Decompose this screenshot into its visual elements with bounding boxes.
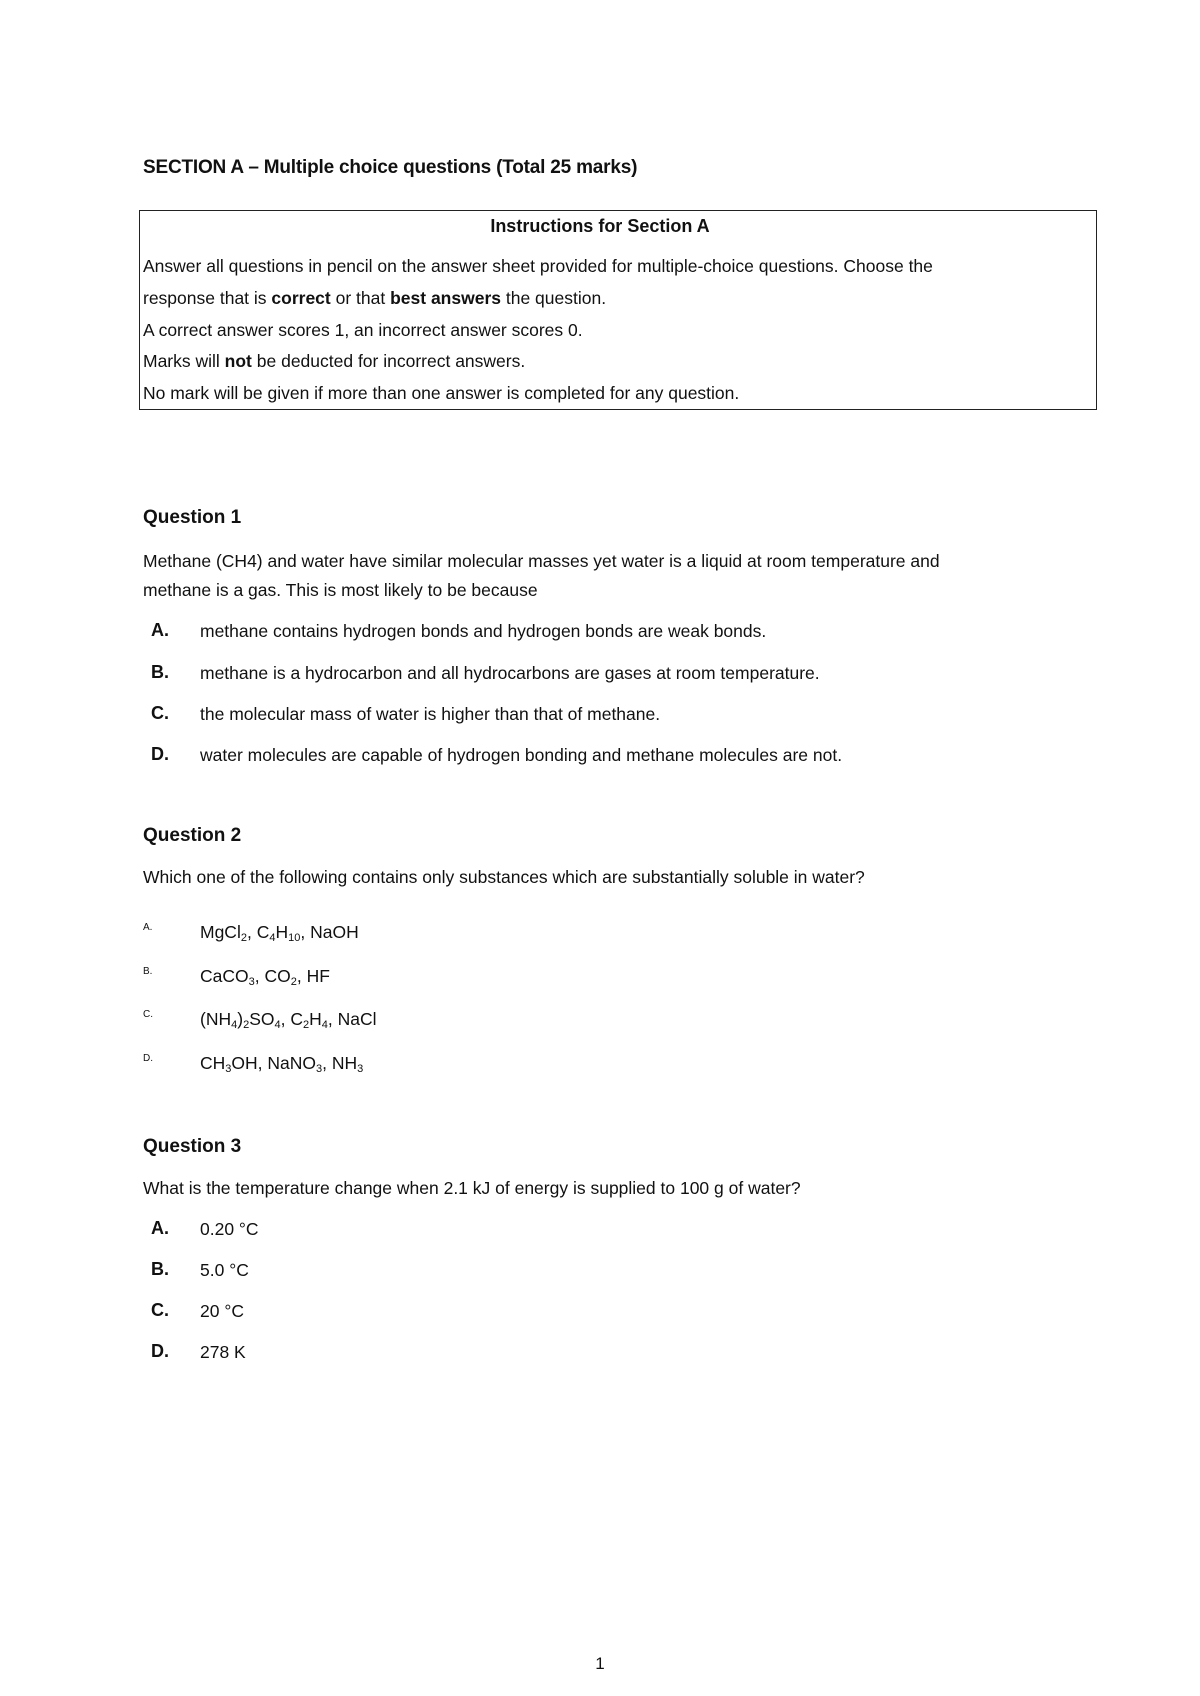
instructions-line-4-post: be deducted for incorrect answers. (251, 351, 526, 371)
instructions-emphasis-best-answers: best answers (390, 288, 501, 308)
section-title: SECTION A – Multiple choice questions (Total 25 marks) (143, 157, 638, 178)
instructions-emphasis-not: not (224, 351, 252, 371)
formula-part: ) (237, 1009, 244, 1029)
formula-subscript: 3 (248, 976, 255, 988)
question-1-option-b-letter: B. (151, 662, 169, 682)
question-1-option-d-letter: D. (151, 744, 169, 764)
instructions-heading: Instructions for Section A (490, 216, 710, 236)
formula-part: (NH (200, 1009, 232, 1029)
question-3-option-a-letter: A. (151, 1218, 169, 1238)
instructions-line-5: No mark will be given if more than one answer is completed for any question. (143, 383, 740, 403)
question-2-option-d-letter: D. (143, 1053, 153, 1064)
question-3-option-d-letter: D. (151, 1341, 169, 1361)
question-1-option-c-letter: C. (151, 703, 169, 723)
formula-part: H (275, 922, 289, 942)
formula-part: , NH (322, 1053, 358, 1073)
question-3-heading: Question 3 (143, 1136, 242, 1157)
question-3-option-c-letter: C. (151, 1300, 169, 1320)
formula-subscript: 4 (269, 932, 276, 944)
question-3-option-b-letter: B. (151, 1259, 169, 1279)
question-2-option-a-text (200, 922, 359, 943)
question-2-heading: Question 2 (143, 825, 242, 846)
question-3-option-b-text: 5.0 °C (200, 1260, 249, 1280)
question-2-option-a-letter: A. (143, 922, 153, 933)
formula-subscript: 3 (225, 1063, 232, 1075)
instructions-line-2-pre: response that is (143, 288, 272, 308)
formula-part: SO (249, 1009, 275, 1029)
formula-subscript: 4 (321, 1019, 328, 1031)
question-2-stem: Which one of the following contains only substances which are substantially soluble in water? (143, 867, 865, 887)
question-3-option-c-text: 20 °C (200, 1301, 244, 1321)
formula-subscript: 2 (240, 932, 247, 944)
question-2-option-d-text (200, 1053, 363, 1074)
formula-part: CH (200, 1053, 226, 1073)
instructions-line-4-pre: Marks will (143, 351, 225, 371)
formula-subscript: 3 (316, 1063, 323, 1075)
formula-subscript: 2 (243, 1019, 250, 1031)
instructions-line-4 (143, 351, 525, 372)
question-3-option-a-text: 0.20 °C (200, 1219, 259, 1239)
question-1-option-d-text: water molecules are capable of hydrogen bonding and methane molecules are not. (200, 745, 843, 765)
formula-part: , NaCl (327, 1009, 377, 1029)
formula-part: , HF (296, 966, 330, 986)
question-1-heading: Question 1 (143, 507, 242, 528)
question-1-option-a-letter: A. (151, 620, 169, 640)
formula-subscript: 10 (288, 932, 301, 944)
formula-part: , C (280, 1009, 303, 1029)
instructions-line-2-mid: or that (330, 288, 391, 308)
formula-part: MgCl (200, 922, 241, 942)
question-2-option-c-text (200, 1009, 377, 1030)
formula-part: , CO (254, 966, 291, 986)
question-3-stem: What is the temperature change when 2.1 kJ of energy is supplied to 100 g of water? (143, 1178, 801, 1198)
instructions-line-2-post: the question. (500, 288, 607, 308)
formula-part: , NaOH (300, 922, 359, 942)
question-1-stem-line-1: Methane (CH4) and water have similar molecular masses yet water is a liquid at room temperature and (143, 551, 940, 571)
instructions-box (139, 210, 1097, 410)
question-2-option-b-letter: B. (143, 966, 153, 977)
question-1-option-a-text: methane contains hydrogen bonds and hydrogen bonds are weak bonds. (200, 621, 767, 641)
question-1-option-c-text: the molecular mass of water is higher than that of methane. (200, 704, 661, 724)
page-number: 1 (595, 1654, 605, 1673)
formula-part: OH, NaNO (231, 1053, 317, 1073)
formula-subscript: 4 (231, 1019, 238, 1031)
question-1-option-b-text: methane is a hydrocarbon and all hydrocarbons are gases at room temperature. (200, 663, 820, 683)
instructions-line-2 (143, 288, 606, 309)
question-1-stem-line-2: methane is a gas. This is most likely to be because (143, 580, 538, 600)
instructions-line-3: A correct answer scores 1, an incorrect answer scores 0. (143, 320, 583, 340)
instructions-emphasis-correct: correct (271, 288, 331, 308)
formula-subscript: 2 (302, 1019, 310, 1031)
instructions-line-1: Answer all questions in pencil on the answer sheet provided for multiple-choice questions. Choose the (143, 256, 933, 276)
question-3-option-d-text: 278 K (200, 1342, 246, 1362)
formula-part: CaCO (200, 966, 249, 986)
question-2-option-c-letter: C. (143, 1009, 153, 1020)
formula-part: H (309, 1009, 322, 1029)
formula-subscript: 3 (357, 1063, 364, 1075)
formula-subscript: 4 (274, 1019, 281, 1031)
formula-part: , C (246, 922, 270, 942)
formula-subscript: 2 (290, 976, 297, 988)
question-2-option-b-text (200, 966, 330, 987)
